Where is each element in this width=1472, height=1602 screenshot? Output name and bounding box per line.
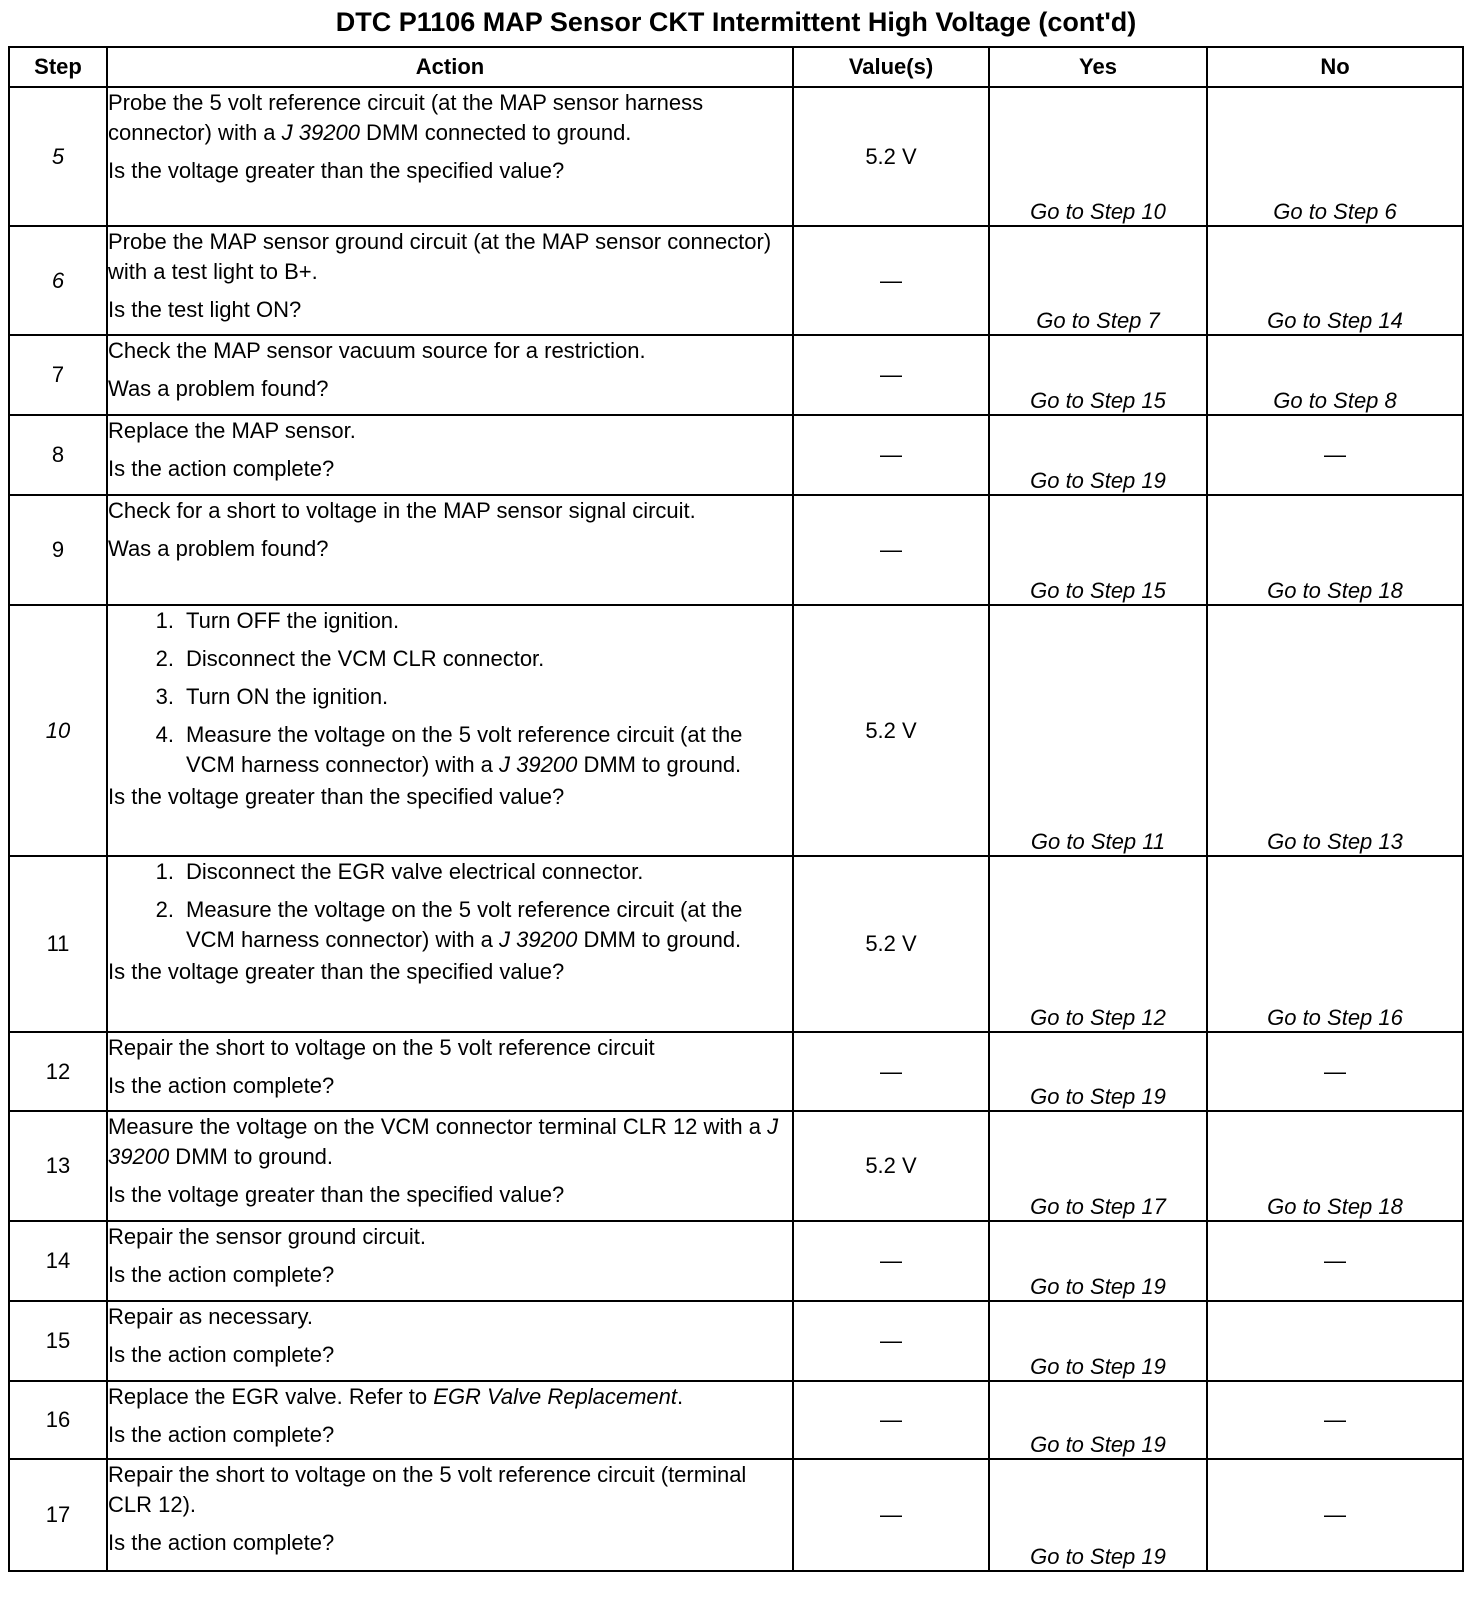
value-cell: — — [793, 1381, 989, 1459]
action-text: Measure the voltage on the VCM connector terminal CLR 12 with a J 39200 DMM to ground. — [108, 1114, 779, 1169]
header-no: No — [1207, 47, 1463, 87]
action-cell — [107, 605, 793, 856]
page-title: DTC P1106 MAP Sensor CKT Intermittent High Voltage (cont'd) — [335, 7, 1137, 37]
step-number: 9 — [9, 495, 107, 605]
action-cell — [107, 335, 793, 415]
step-number: 14 — [9, 1221, 107, 1301]
no-dash: — — [1207, 415, 1463, 495]
action-question: Is the test light ON? — [108, 297, 302, 322]
no-cell — [1207, 1301, 1463, 1381]
action-question: Is the action complete? — [108, 1342, 335, 1367]
action-cell — [107, 1111, 793, 1221]
table-row — [9, 856, 1463, 1032]
no-link[interactable]: Go to Step 13 — [1207, 605, 1463, 856]
action-question: Is the voltage greater than the specified value? — [108, 1182, 565, 1207]
step-number: 11 — [9, 856, 107, 1032]
action-text: Repair the short to voltage on the 5 volt reference circuit — [108, 1035, 655, 1060]
step-number: 5 — [9, 87, 107, 226]
table-row — [9, 605, 1463, 856]
no-link[interactable]: Go to Step 14 — [1207, 226, 1463, 335]
yes-link[interactable]: Go to Step 19 — [989, 1301, 1207, 1381]
action-question: Was a problem found? — [108, 536, 329, 561]
action-question: Is the action complete? — [108, 456, 335, 481]
yes-link[interactable]: Go to Step 12 — [989, 856, 1207, 1032]
step-number: 12 — [9, 1032, 107, 1111]
action-question: Is the voltage greater than the specified value? — [108, 959, 565, 984]
no-dash: — — [1207, 1032, 1463, 1111]
list-item: 1. Turn OFF the ignition. — [155, 608, 400, 633]
action-cell — [107, 1301, 793, 1381]
value-cell: — — [793, 495, 989, 605]
step-number: 8 — [9, 415, 107, 495]
yes-link[interactable]: Go to Step 19 — [989, 1459, 1207, 1571]
value-cell: — — [793, 335, 989, 415]
action-text: Check for a short to voltage in the MAP sensor signal circuit. — [108, 498, 696, 523]
value-cell: — — [793, 415, 989, 495]
no-dash: — — [1207, 1459, 1463, 1571]
step-number: 7 — [9, 335, 107, 415]
no-dash: — — [1207, 1221, 1463, 1301]
list-item: 3. Turn ON the ignition. — [155, 684, 389, 709]
table-row — [9, 226, 1463, 335]
action-cell — [107, 87, 793, 226]
yes-link[interactable]: Go to Step 11 — [989, 605, 1207, 856]
action-cell — [107, 1221, 793, 1301]
action-text: Probe the 5 volt reference circuit (at the MAP sensor harness connector) with a J 39200 DMM connected to ground. — [108, 90, 704, 145]
value-cell: — — [793, 1032, 989, 1111]
no-link[interactable]: Go to Step 16 — [1207, 856, 1463, 1032]
action-question: Is the action complete? — [108, 1262, 335, 1287]
diagnostic-table — [8, 46, 1464, 1572]
no-link[interactable]: Go to Step 6 — [1207, 87, 1463, 226]
action-question: Is the action complete? — [108, 1073, 335, 1098]
step-number: 6 — [9, 226, 107, 335]
no-link[interactable]: Go to Step 8 — [1207, 335, 1463, 415]
value-cell: — — [793, 226, 989, 335]
yes-link[interactable]: Go to Step 19 — [989, 415, 1207, 495]
yes-link[interactable]: Go to Step 7 — [989, 226, 1207, 335]
action-cell — [107, 495, 793, 605]
yes-link[interactable]: Go to Step 19 — [989, 1381, 1207, 1459]
header-values: Value(s) — [793, 47, 989, 87]
header-step: Step — [9, 47, 107, 87]
step-number: 16 — [9, 1381, 107, 1459]
no-link[interactable]: Go to Step 18 — [1207, 495, 1463, 605]
table-row — [9, 495, 1463, 605]
value-cell: — — [793, 1301, 989, 1381]
step-number: 10 — [9, 605, 107, 856]
table-row — [9, 1381, 1463, 1459]
action-text: Repair the sensor ground circuit. — [108, 1224, 426, 1249]
yes-link[interactable]: Go to Step 19 — [989, 1032, 1207, 1111]
table-row — [9, 1221, 1463, 1301]
action-cell — [107, 1381, 793, 1459]
list-item: 1. Disconnect the EGR valve electrical connector. — [155, 859, 644, 884]
action-question: Was a problem found? — [108, 376, 329, 401]
no-dash: — — [1207, 1381, 1463, 1459]
table-row — [9, 1459, 1463, 1571]
action-cell — [107, 226, 793, 335]
table-row — [9, 87, 1463, 226]
action-text: Check the MAP sensor vacuum source for a restriction. — [108, 338, 646, 363]
step-number: 15 — [9, 1301, 107, 1381]
step-number: 17 — [9, 1459, 107, 1571]
value-cell: — — [793, 1221, 989, 1301]
action-text: Probe the MAP sensor ground circuit (at the MAP sensor connector) with a test light to B+. — [108, 229, 772, 284]
table-row — [9, 415, 1463, 495]
action-text: Repair the short to voltage on the 5 volt reference circuit (terminal CLR 12). — [108, 1462, 747, 1517]
action-text: Replace the MAP sensor. — [108, 418, 356, 443]
action-cell — [107, 856, 793, 1032]
action-cell — [107, 1459, 793, 1571]
table-header-row — [9, 47, 1463, 87]
yes-link[interactable]: Go to Step 15 — [989, 335, 1207, 415]
table-row — [9, 335, 1463, 415]
table-row — [9, 1111, 1463, 1221]
action-cell — [107, 1032, 793, 1111]
action-cell — [107, 415, 793, 495]
list-item: 4. Measure the voltage on the 5 volt reference circuit (at the VCM harness connector) with a J 39200 DMM to ground. — [155, 722, 743, 777]
step-number: 13 — [9, 1111, 107, 1221]
action-question: Is the action complete? — [108, 1422, 335, 1447]
header-action: Action — [107, 47, 793, 87]
no-link[interactable]: Go to Step 18 — [1207, 1111, 1463, 1221]
yes-link[interactable]: Go to Step 19 — [989, 1221, 1207, 1301]
table-row — [9, 1301, 1463, 1381]
value-cell: 5.2 V — [793, 87, 989, 226]
action-text: Repair as necessary. — [108, 1304, 314, 1329]
yes-link[interactable]: Go to Step 15 — [989, 495, 1207, 605]
list-item: 2. Measure the voltage on the 5 volt reference circuit (at the VCM harness connector) with a J 39200 DMM to ground. — [155, 897, 743, 952]
value-cell: 5.2 V — [793, 856, 989, 1032]
value-cell: — — [793, 1459, 989, 1571]
action-question: Is the action complete? — [108, 1530, 335, 1555]
action-text: Replace the EGR valve. Refer to EGR Valve Replacement. — [108, 1384, 684, 1409]
header-yes: Yes — [989, 47, 1207, 87]
action-question: Is the voltage greater than the specified value? — [108, 784, 565, 809]
list-item: 2. Disconnect the VCM CLR connector. — [155, 646, 545, 671]
table-row — [9, 1032, 1463, 1111]
value-cell: 5.2 V — [793, 605, 989, 856]
value-cell: 5.2 V — [793, 1111, 989, 1221]
action-question: Is the voltage greater than the specified value? — [108, 158, 565, 183]
yes-link[interactable]: Go to Step 10 — [989, 87, 1207, 226]
yes-link[interactable]: Go to Step 17 — [989, 1111, 1207, 1221]
